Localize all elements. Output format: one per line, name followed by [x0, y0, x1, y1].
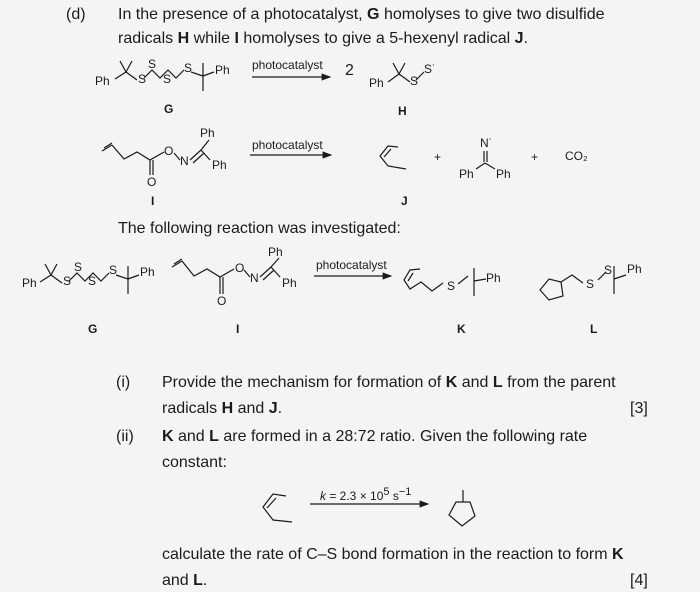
question-i-line-1	[162, 374, 616, 392]
stoich-coefficient: 2	[345, 62, 354, 79]
atom-label-s: S	[138, 72, 147, 86]
question-text: Provide the mechanism for formation of	[162, 374, 446, 391]
intro-text: radicals	[118, 30, 178, 47]
compound-label-H: H	[398, 104, 407, 118]
compound-ref-I: I	[234, 30, 239, 47]
atom-label-s: S	[163, 72, 172, 86]
compound-ref-K: K	[162, 428, 174, 445]
atom-label-o: O	[147, 175, 157, 189]
atom-label-s: S	[184, 61, 193, 75]
atom-label-ph: Ph	[486, 271, 501, 285]
compound-ref-K: K	[445, 374, 458, 391]
compound-label-K: K	[457, 322, 466, 336]
atom-label-n: N	[180, 154, 189, 168]
question-text: and	[457, 374, 493, 391]
atom-label-o: O	[235, 261, 245, 275]
hexenyl-radical-structure	[263, 494, 292, 522]
question-ii-line-2: constant:	[162, 454, 227, 471]
atom-label-ph: Ph	[95, 74, 110, 88]
question-i-line-2	[162, 400, 282, 418]
compound-I-structure	[102, 140, 210, 175]
arrow-label: photocatalyst	[252, 58, 323, 72]
compound-label-J: J	[401, 194, 408, 208]
compound-ref-H: H	[177, 30, 190, 47]
atom-label-ph: Ph	[459, 167, 474, 181]
intro-text: In the presence of a photocatalyst,	[118, 6, 368, 23]
compound-ref-L: L	[492, 374, 503, 391]
compound-label-I: I	[236, 322, 240, 336]
question-number: (i)	[116, 374, 131, 391]
atom-label-ph: Ph	[496, 167, 511, 181]
atom-label-ph: Ph	[212, 158, 227, 172]
compound-L-structure	[540, 266, 626, 300]
cyclopentylmethyl-radical-structure	[449, 490, 475, 526]
atom-label-o: O	[217, 294, 227, 308]
atom-label-s: S	[148, 57, 157, 71]
atom-label-ph: Ph	[200, 126, 215, 140]
plus-sign: +	[531, 150, 539, 164]
question-text: .	[277, 400, 283, 417]
investigated-text: The following reaction was investigated:	[118, 220, 401, 237]
marks-badge: [4]	[630, 572, 648, 589]
question-text: and	[233, 400, 269, 417]
arrow-label: photocatalyst	[316, 258, 387, 272]
marks-badge: [3]	[630, 400, 648, 417]
co2-label: CO₂	[565, 149, 588, 163]
compound-ref-L: L	[193, 572, 203, 589]
intro-text: homolyses to give two disulfide	[379, 6, 605, 23]
rate-k-symbol: k	[320, 489, 326, 503]
rate-value: = 2.3 × 10	[326, 489, 384, 503]
intro-text: homolyses to give a 5-hexenyl radical	[238, 30, 515, 47]
question-ii-line-1	[162, 428, 587, 446]
question-text: are formed in a 28:72 ratio. Given the following rate	[218, 428, 588, 445]
atom-label-s: S	[74, 260, 83, 274]
atom-label-s: S	[604, 263, 613, 277]
atom-label-o: O	[164, 144, 174, 158]
atom-label-s: S	[410, 74, 419, 88]
rate-unit: s	[389, 489, 399, 503]
atom-label-s: S	[63, 274, 72, 288]
intro-text: .	[523, 30, 529, 47]
question-ii-line-4	[162, 572, 207, 590]
arrow-label: photocatalyst	[252, 138, 323, 152]
atom-label-n: N	[250, 271, 259, 285]
atom-label-ph: Ph	[268, 245, 283, 259]
compound-K-structure	[404, 268, 486, 296]
intro-text: while	[189, 30, 235, 47]
atom-label-s: S	[88, 274, 97, 288]
rate-constant-label	[320, 486, 411, 503]
atom-label-ph: Ph	[215, 63, 230, 77]
atom-label-ph: Ph	[140, 265, 155, 279]
compound-label-L: L	[590, 322, 598, 336]
atom-label-s: S	[447, 279, 456, 293]
atom-label-s: S	[109, 263, 118, 277]
compound-ref-K: K	[612, 546, 624, 563]
atom-label-s-radical: S˙	[424, 62, 436, 76]
atom-label-ph: Ph	[627, 262, 642, 276]
question-text: and	[162, 572, 194, 589]
atom-label-ph: Ph	[369, 76, 384, 90]
compound-ref-J: J	[268, 400, 278, 417]
question-text: .	[202, 572, 208, 589]
question-number: (ii)	[116, 428, 134, 445]
question-text: calculate the rate of C–S bond formation in the reaction to form	[162, 546, 613, 563]
compound-ref-J: J	[514, 30, 524, 47]
compound-I-structure	[172, 258, 280, 294]
compound-J-structure	[380, 146, 406, 169]
compound-label-G: G	[164, 102, 174, 116]
atom-label-ph: Ph	[22, 276, 37, 290]
compound-label-G: G	[88, 322, 98, 336]
rate-exponent: 5	[383, 486, 390, 498]
atom-label-n-radical: N˙	[480, 136, 493, 150]
compound-H-structure	[388, 63, 424, 82]
atom-label-s: S	[586, 277, 595, 291]
compound-ref-H: H	[221, 400, 234, 417]
question-text: from the parent	[502, 374, 616, 391]
question-text: and	[173, 428, 210, 445]
question-ii-line-3	[162, 546, 624, 564]
part-label: (d)	[66, 6, 86, 23]
atom-label-ph: Ph	[282, 276, 297, 290]
compound-ref-L: L	[209, 428, 219, 445]
compound-ref-G: G	[367, 6, 380, 23]
compound-label-I: I	[151, 194, 155, 208]
question-text: radicals	[162, 400, 222, 417]
rate-unit-exponent: −1	[398, 486, 412, 498]
iminyl-radical-structure	[476, 151, 495, 169]
plus-sign: +	[434, 150, 442, 164]
